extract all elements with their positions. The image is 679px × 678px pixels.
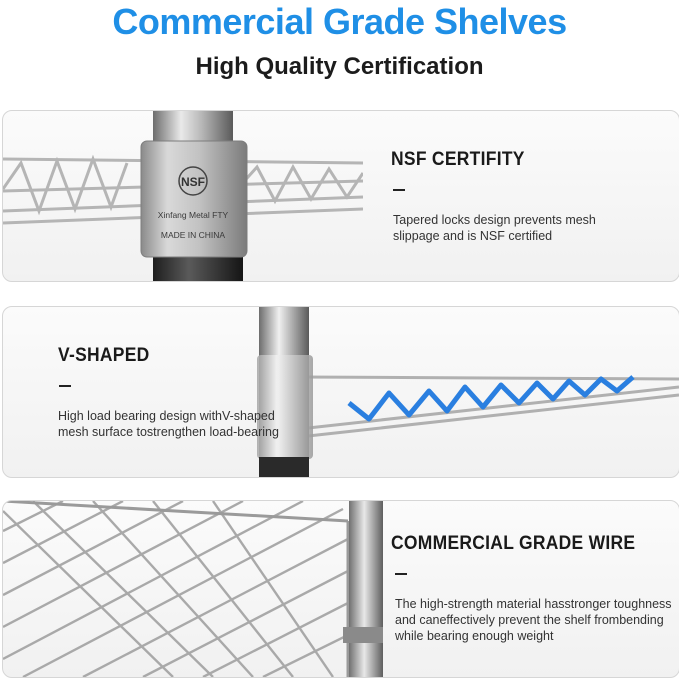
nsf-logo-text: NSF [181,175,205,189]
desc-line: High load bearing design withV-shaped [58,409,275,423]
feature-panel-v-shaped [2,306,679,478]
desc-line: Tapered locks design prevents mesh [393,213,596,227]
feature-panel-commercial-wire [2,500,679,678]
feature-dash [393,189,405,191]
feature-desc-v-shaped [58,408,279,440]
desc-line: slippage and is NSF certified [393,229,553,243]
desc-line: while bearing enough weight [395,629,554,643]
feature-panel-nsf [2,110,679,282]
nsf-lock-collar-image [3,111,363,281]
feature-dash [395,573,407,575]
desc-line: and caneffectively prevent the shelf frombending [395,613,664,627]
feature-desc-commercial-wire [395,596,672,644]
feature-desc-nsf [393,212,596,244]
page-subtitle: High Quality Certification [195,53,484,80]
feature-title-nsf: NSF CERTIFITY [391,149,525,170]
page-title: Commercial Grade Shelves [112,1,567,42]
feature-dash [59,385,71,387]
feature-title-v-shaped: V-SHAPED [58,345,150,366]
desc-line: mesh surface tostrengthen load-bearing [58,425,279,439]
collar-origin-text: MADE IN CHINA [160,230,226,240]
wire-grid-image [3,501,383,677]
collar-maker-text: Xinfang Metal FTY [157,210,229,220]
feature-title-commercial-wire: COMMERCIAL GRADE WIRE [391,533,636,554]
v-shaped-mesh-image [239,307,679,477]
desc-line: The high-strength material hasstronger toughness [395,597,672,611]
